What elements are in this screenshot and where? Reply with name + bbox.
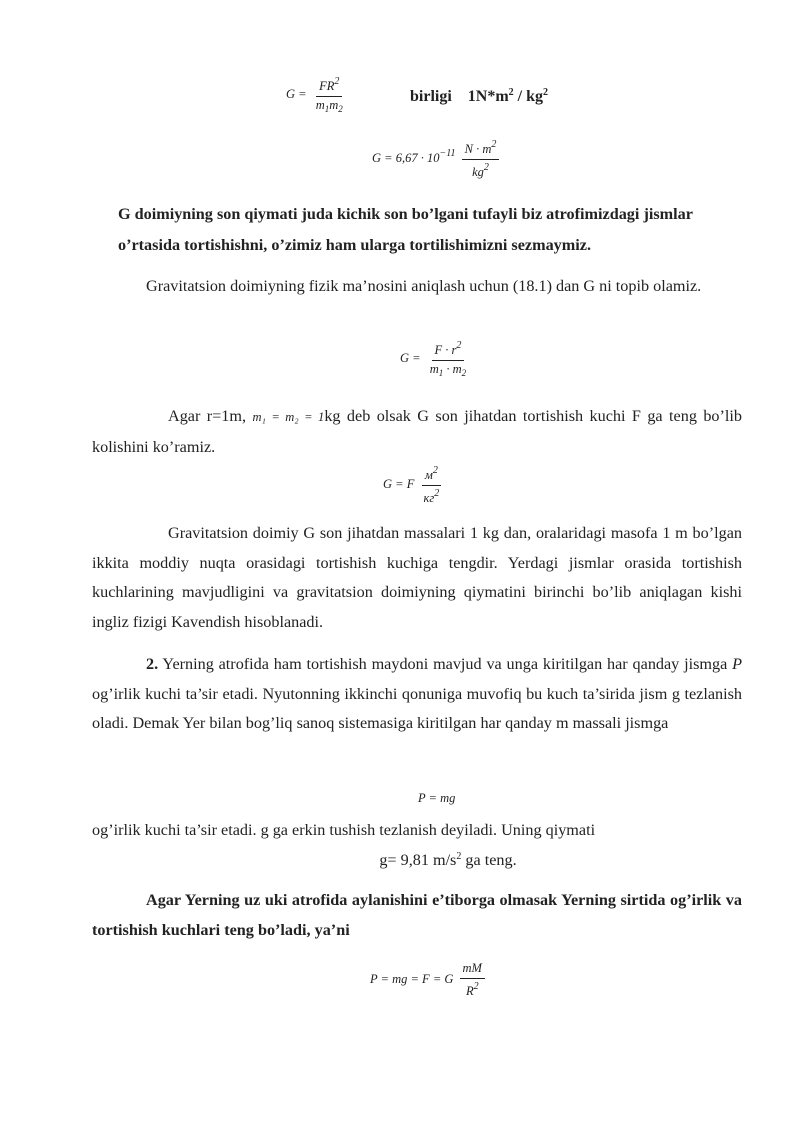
g-value-suffix: ga teng.	[461, 851, 517, 869]
formula4-fraction	[420, 465, 442, 506]
paragraph-1: Gravitatsion doimiyning fizik ma’nosini aniqlash uchun (18.1) dan G ni topib olamiz.	[146, 277, 702, 295]
formula2-denominator: $kg^2$	[472, 161, 489, 179]
formula1-numerator: $FR^2$	[316, 76, 342, 97]
formula2-numerator: $N \cdot m^2$	[462, 139, 500, 160]
formula-weight: P = mg	[418, 791, 456, 805]
formula1-denominator: $m_1m_2$	[315, 97, 343, 114]
paragraph-2-start: Agar r=1m,	[168, 407, 253, 425]
formula6-fraction	[460, 962, 485, 999]
unit-label: birligi	[410, 88, 452, 105]
paragraph-5: og’irlik kuchi ta’sir etadi. g ga erkin tushish tezlanish deyiladi. Uning qiymati	[92, 821, 596, 839]
paragraph-4-symbol: P	[732, 655, 742, 673]
formula3-denominator: $m_1 \cdot m_2$	[429, 361, 467, 378]
formula6-lhs: P = mg = F = G	[370, 972, 454, 987]
g-value: g= 9,81 m/s	[379, 851, 457, 869]
formula2-exponent: −11	[439, 148, 456, 160]
bold-paragraph-1: G doimiyning son qiymati juda kichik son bo’lgani tufayli biz atrofimizdagi jismlar o’rtasida tortishishni, o’zimiz ham ularga tortilishimizni sezmaymiz.	[118, 205, 693, 254]
g-value-line	[48, 851, 800, 870]
formula2-lhs: G = 6,67 · 10	[372, 151, 440, 166]
formula-weight-equals-gravity	[370, 962, 488, 999]
paragraph-2-inline-formula: m₁ = m₂ = 1	[252, 410, 325, 424]
formula6-denominator: $R^2$	[465, 980, 479, 998]
paragraph-2	[92, 402, 742, 462]
paragraph-4-number: 2.	[146, 655, 159, 673]
formula3-fraction	[427, 340, 469, 379]
unit-value: $1N*m^2 / kg^2$	[467, 87, 549, 105]
formula4-lhs: G = F	[383, 477, 415, 492]
paragraph-2-end: kg deb olsak G son jihatdan tortishish kuchi F ga teng bo’lib kolishini ko’ramiz.	[92, 407, 742, 456]
paragraph-3: Gravitatsion doimiy G son jihatdan massalari 1 kg dan, oralaridagi masofa 1 m bo’lgan ikkita moddiy nuqta orasidagi tortishish kuchiga tengdir. Yerdagi jismlar orasida tortishish kuchlarining mavjudligini va gravitatsion doimiyning qiymatini birinchi bo’lib aniqlagan kishi ingliz fizigi Kavendish hisoblanadi.	[92, 524, 742, 631]
formula-g-value	[372, 139, 502, 180]
formula1-fraction	[313, 76, 346, 115]
formula3-numerator: $F \cdot r^2$	[432, 340, 465, 361]
formula1-lhs: G =	[286, 87, 307, 102]
g-value-exponent: 2	[456, 851, 462, 862]
formula4-numerator: $м^2$	[422, 465, 441, 486]
formula4-denominator: $кг^2$	[423, 487, 440, 505]
formula2-fraction	[462, 139, 500, 180]
paragraph-4-start: Yerning atrofida ham tortishish maydoni mavjud va unga kiritilgan har qanday jismga	[158, 655, 733, 673]
paragraph-4	[92, 650, 742, 739]
formula3-lhs: G =	[400, 351, 421, 366]
paragraph-4-end: og’irlik kuchi ta’sir etadi. Nyutonning ikkinchi qonuniga muvofiq bu kuch ta’sirida jism g tezlanish oladi. Demak Yer bilan bog’liq sanoq sistemasiga kiritilgan har qanday m massali jismga	[92, 684, 742, 732]
formula-gravitational-constant	[286, 76, 349, 115]
formula-g-from-force	[400, 340, 472, 379]
unit-line	[410, 87, 548, 106]
formula-g-equals-f	[383, 465, 445, 506]
bold-paragraph-2: Agar Yerning uz uki atrofida aylanishini e’tiborga olmasak Yerning sirtida og’irlik va tortishish kuchlari teng bo’ladi, ya’ni	[92, 891, 742, 939]
formula6-numerator: mM	[460, 962, 485, 979]
